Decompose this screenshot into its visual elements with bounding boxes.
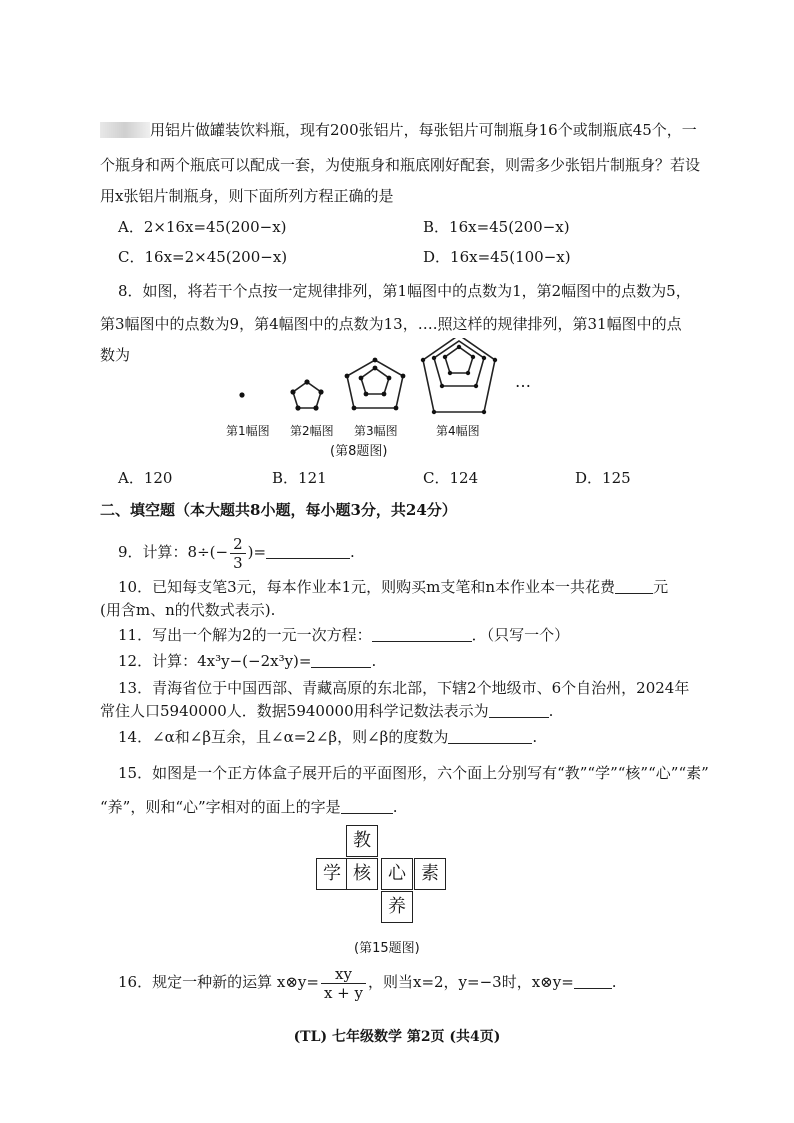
q7-line2: 个瓶身和两个瓶底可以配成一套，为使瓶身和瓶底刚好配套，则需多少张铝片制瓶身？若设	[100, 156, 701, 174]
q12-end: .	[371, 652, 377, 670]
q16-condition: ，则当x=2，y=−3时，x⊗y=	[367, 973, 574, 991]
q10-line2: (用含m、n的代数式表示).	[100, 601, 276, 619]
q16-denominator: x + y	[321, 983, 366, 1002]
q8-line3: 数为	[100, 346, 131, 364]
q13-text: 常住人口5940000人．数据5940000用科学记数法表示为	[100, 702, 489, 720]
q10-text: 10．已知每支笔3元，每本作业本1元，则购买m支笔和n本作业本一共花费	[118, 578, 616, 596]
q9-prefix: 9．计算：8÷(−	[118, 543, 229, 561]
q8-caption: (第8题图)	[330, 444, 388, 459]
net-cell-xue: 学	[316, 858, 348, 890]
fig2-pentagon	[293, 382, 321, 408]
q9	[118, 530, 355, 574]
q14	[118, 727, 537, 747]
q14-text: 14．∠α和∠β互余，且∠α=2∠β，则∠β的度数为	[118, 728, 449, 746]
q15-text: “养”，则和“心”字相对的面上的字是	[100, 798, 341, 816]
q14-answer-blank	[448, 729, 532, 744]
q7-line3: 用x张铝片制瓶身，则下面所列方程正确的是	[100, 187, 394, 205]
net-cell-su: 素	[414, 858, 446, 890]
q8-option-d: D．125	[575, 469, 631, 487]
q8-figure-ellipsis: …	[515, 372, 531, 391]
q8-line1: 8．如图，将若干个点按一定规律排列，第1幅图中的点数为1，第2幅图中的点数为5，	[118, 282, 691, 300]
q12	[118, 651, 376, 671]
q11-end: ．（只写一个）	[471, 626, 570, 644]
q11	[118, 625, 569, 645]
q10-line1	[118, 577, 668, 597]
q9-answer-blank	[266, 544, 350, 559]
q15-line1: 15．如图是一个正方体盒子展开后的平面图形，六个面上分别写有“教”“学”“核”“心”“素”	[118, 764, 709, 782]
net-cell-he: 核	[346, 858, 378, 890]
q8-line2: 第3幅图中的点数为9，第4幅图中的点数为13，….照这样的规律排列，第31幅图中的点	[100, 315, 682, 333]
q9-fraction	[230, 535, 246, 572]
section2-heading: 二、填空题（本大题共8小题，每小题3分，共24分）	[100, 501, 457, 519]
net-cell-jiao: 教	[346, 825, 378, 857]
q8-option-c: C．124	[423, 469, 479, 487]
q8-fig3-label: 第3幅图	[354, 424, 398, 438]
q15-caption: (第15题图)	[354, 941, 420, 956]
q15-end: .	[392, 798, 398, 816]
q13-line1: 13．青海省位于中国西部、青藏高原的东北部，下辖2个地级市、6个自治州，2024年	[118, 679, 690, 697]
q8-fig1-label: 第1幅图	[226, 424, 270, 438]
q15-answer-blank	[341, 799, 393, 814]
q7-option-a: A．2×16x=45(200−x)	[118, 218, 287, 236]
q7-option-d: D．16x=45(100−x)	[423, 248, 571, 266]
page-footer: (TL) 七年级数学 第2页 (共4页)	[293, 1029, 501, 1045]
q7-option-b: B．16x=45(200−x)	[423, 218, 570, 236]
q10-answer-blank	[615, 579, 653, 594]
scan-smudge	[100, 122, 150, 138]
q7-option-c: C．16x=2×45(200−x)	[118, 248, 288, 266]
net-cell-xin: 心	[381, 858, 413, 890]
net-cell-yang: 养	[381, 891, 413, 923]
q8-option-a: A．120	[118, 469, 173, 487]
q12-answer-blank	[311, 653, 371, 668]
fig3-pentagon-inner	[361, 368, 389, 394]
q13-end: .	[548, 702, 554, 720]
q9-denominator: 3	[230, 553, 246, 572]
fig1-dot	[239, 392, 244, 397]
q9-end: .	[350, 543, 355, 561]
fig4-pentagon-inner	[445, 347, 473, 373]
q8-fig4-label: 第4幅图	[436, 424, 480, 438]
q13-answer-blank	[489, 703, 549, 718]
q9-numerator: 2	[233, 534, 243, 553]
q14-end: .	[532, 728, 538, 746]
q7-line1: 用铝片做罐装饮料瓶，现有200张铝片，每张铝片可制瓶身16个或制瓶底45个，一	[150, 121, 697, 139]
q15-line2	[100, 797, 397, 817]
q16-numerator: xy	[334, 964, 352, 983]
q16-end: .	[611, 973, 617, 991]
q16	[118, 960, 617, 1004]
q11-answer-blank	[372, 627, 472, 642]
q8-figure	[220, 338, 550, 418]
q11-text: 11．写出一个解为2的一元一次方程：	[118, 626, 372, 644]
q13-line2	[100, 701, 553, 721]
q16-fraction	[321, 965, 366, 1002]
q12-text: 12．计算：4x³y−(−2x³y)=	[118, 652, 312, 670]
q16-prefix: 16．规定一种新的运算 x⊗y=	[118, 973, 319, 991]
q10-unit: 元	[653, 578, 669, 596]
q16-answer-blank	[574, 974, 612, 989]
q8-fig2-label: 第2幅图	[290, 424, 334, 438]
q8-option-b: B．121	[272, 469, 327, 487]
q9-suffix: )=	[247, 543, 267, 561]
